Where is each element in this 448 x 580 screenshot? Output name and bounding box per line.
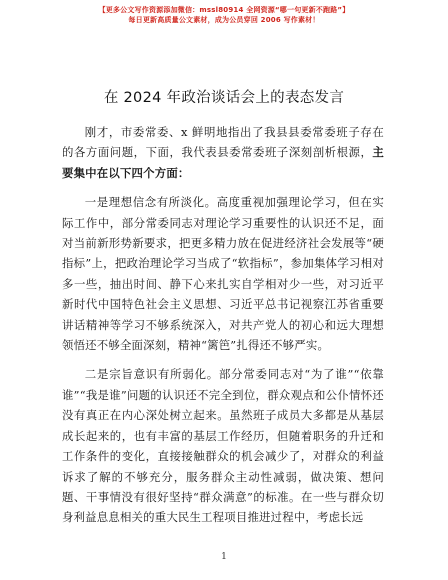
paragraph-intro xyxy=(62,122,384,183)
intro-text: 刚才，市委常委、x 鲜明地指出了我县县委常委班子存在的各方面问题，下面，我代表县委常委班子深刻剖析根源， xyxy=(62,125,384,160)
promo-line-1: 【更多公文写作资源添加微信：mssl80914 全网资源“哪一句更新不跑路”】 xyxy=(98,6,350,14)
document-title: 在 2024 年政治谈话会上的表态发言 xyxy=(103,90,345,106)
paragraph-point-1: 一是理想信念有所淡化。高度重视加强理论学习，但在实际工作中，部分常委同志对理论学习重要性的认识还不足，面对当前新形势新要求，把更多精力放在促进经济社会发展等“硬指标”上，把政治理论学习当成了“软指标”，参加集体学习相对多一些，抽出时间、静下心来扎实自学相对少一些，对习近平新时代中国特色社会主义思想、习近平总书记视察江苏省重要讲话精神等学习不够系统深入，对共产党人的初心和远大理想领悟还不够全面深刻，精神“篱笆”扎得还不够严实。 xyxy=(62,195,384,353)
intro-bold-text: 主要集中在以下四个方面： xyxy=(62,145,384,180)
promo-banner xyxy=(0,5,448,25)
paragraph-point-2: 二是宗旨意识有所弱化。部分常委同志对“为了谁”“依靠谁”“我是谁”问题的认识还不完全到位，群众观点和公仆情怀还没有真正在内心深处树立起来。虽然班子成员大多都是从基层成长起来的，也有丰富的基层工作经历，但随着职务的升迁和工作条件的变化，直接接触群众的机会减少了，对群众的利益诉求了解的不够充分，服务群众主动性减弱，做决策、想问题、干事情没有很好坚持“群众满意”的标准。在一些与群众切身利益息息相关的重大民生工程项目推进过程中，考虑长远 xyxy=(62,367,384,525)
document-body xyxy=(62,122,384,528)
page-number: 1 xyxy=(221,552,227,562)
promo-line-2: 每日更新高质量公文素材，成为公员穿回 2006 写作素材！ xyxy=(128,16,320,24)
